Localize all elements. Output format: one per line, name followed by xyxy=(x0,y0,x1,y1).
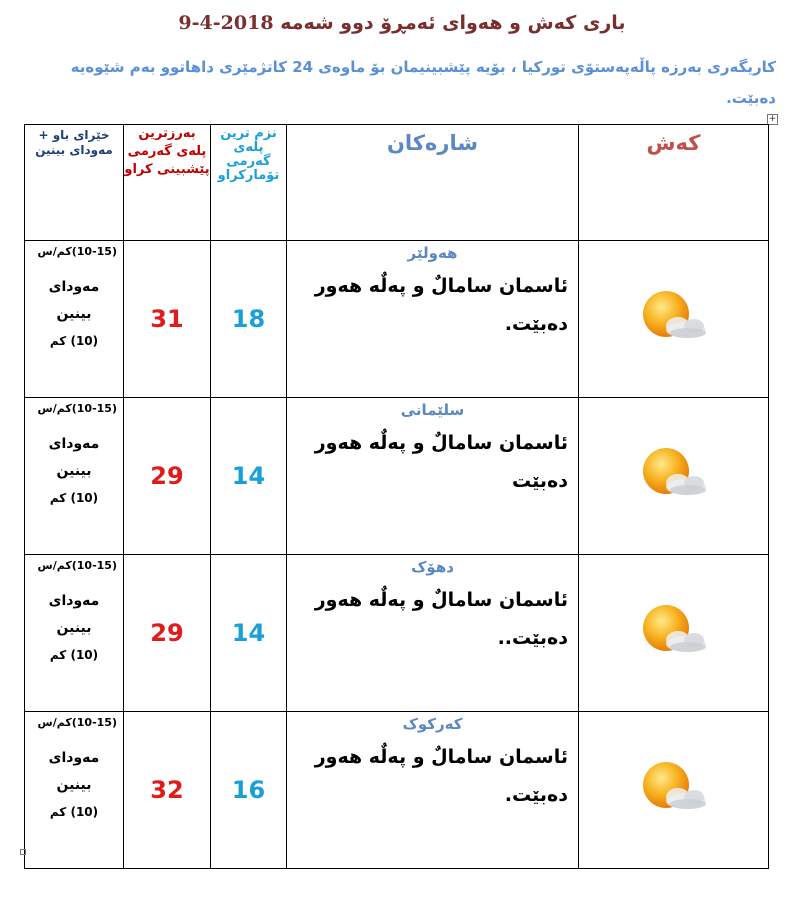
weather-description: ئاسمان سامالٌ و پەلٌە هەور دەبێت.. xyxy=(314,589,568,649)
sun-cloud-icon xyxy=(634,757,714,819)
table-row xyxy=(25,555,769,712)
city-cell xyxy=(287,398,579,555)
visibility-value: (10) کم xyxy=(49,491,99,505)
wind-speed: (10-15)کم/س xyxy=(37,559,117,572)
title-text: باری کەش و هەوای ئەمڕۆ دوو شەمە xyxy=(280,12,626,34)
visibility-value: (10) کم xyxy=(49,648,99,662)
table-move-handle-icon[interactable]: + xyxy=(768,114,777,124)
weather-icon-cell xyxy=(579,398,769,555)
weather-description: ئاسمان سامالٌ و پەلٌە هەور دەبێت. xyxy=(314,746,568,806)
visibility-label: مەودای بینین xyxy=(48,750,100,793)
max-temp-value: 29 xyxy=(150,619,184,647)
city-cell xyxy=(287,241,579,398)
min-temp-cell xyxy=(211,241,287,398)
city-name: کەرکوک xyxy=(402,715,463,733)
visibility-label: مەودای بینین xyxy=(48,593,100,636)
table-row xyxy=(25,398,769,555)
sun-cloud-icon xyxy=(634,286,714,348)
wind-visibility-cell xyxy=(25,241,124,398)
table-row xyxy=(25,241,769,398)
max-temp-cell xyxy=(124,555,211,712)
max-temp-value: 29 xyxy=(150,462,184,490)
max-temp-cell xyxy=(124,241,211,398)
visibility-value: (10) کم xyxy=(49,805,99,819)
max-temp-cell xyxy=(124,712,211,869)
table-header-row xyxy=(25,125,769,241)
header-wind-visibility: خێرای باو + مەودای بینین xyxy=(25,125,124,241)
subtitle: کاریگەری بەرزە پاڵەپەستۆی تورکیا ، بۆیە پێشبینیمان بۆ ماوەی 24 کاتژمێری داهاتوو بەم شێوەیە دەبێت. xyxy=(70,58,776,107)
max-temp-value: 32 xyxy=(150,776,184,804)
sun-cloud-icon xyxy=(634,443,714,505)
visibility-value: (10) کم xyxy=(49,334,99,348)
wind-visibility-cell xyxy=(25,398,124,555)
min-temp-value: 16 xyxy=(231,776,266,804)
visibility-label: مەودای بینین xyxy=(48,436,100,479)
wind-speed: (10-15)کم/س xyxy=(37,716,117,729)
city-name: سلێمانی xyxy=(400,401,465,419)
header-cities: شارەکان xyxy=(287,125,579,241)
min-temp-cell xyxy=(211,398,287,555)
weather-icon-cell xyxy=(579,712,769,869)
weather-icon-cell xyxy=(579,241,769,398)
visibility-label: مەودای بینین xyxy=(48,279,100,322)
header-min-temp: نزم ترین پلەی گەرمی تۆمارکراو xyxy=(211,125,287,241)
page-title xyxy=(0,12,790,34)
min-temp-value: 14 xyxy=(231,462,266,490)
table-resize-handle[interactable] xyxy=(20,849,26,855)
min-temp-value: 18 xyxy=(231,305,266,333)
city-name: هەولێر xyxy=(407,244,458,262)
wind-speed: (10-15)کم/س xyxy=(37,402,117,415)
header-max-temp: بەرزترین پلەی گەرمی پێشبینی کراو xyxy=(124,125,211,241)
title-date: 2018-4-9 xyxy=(178,12,274,34)
min-temp-cell xyxy=(211,555,287,712)
city-cell xyxy=(287,555,579,712)
wind-visibility-cell xyxy=(25,555,124,712)
wind-visibility-cell xyxy=(25,712,124,869)
min-temp-cell xyxy=(211,712,287,869)
table-row xyxy=(25,712,769,869)
max-temp-cell xyxy=(124,398,211,555)
min-temp-value: 14 xyxy=(231,619,266,647)
weather-description: ئاسمان سامالٌ و پەلٌە هەور دەبێت xyxy=(314,432,568,492)
city-name: دهۆک xyxy=(411,558,454,576)
wind-speed: (10-15)کم/س xyxy=(37,245,117,258)
forecast-table xyxy=(24,124,769,869)
header-weather: کەش xyxy=(579,125,769,241)
max-temp-value: 31 xyxy=(150,305,184,333)
city-cell xyxy=(287,712,579,869)
weather-description: ئاسمان سامالٌ و پەلٌە هەور دەبێت. xyxy=(314,275,568,335)
weather-icon-cell xyxy=(579,555,769,712)
sun-cloud-icon xyxy=(634,600,714,662)
